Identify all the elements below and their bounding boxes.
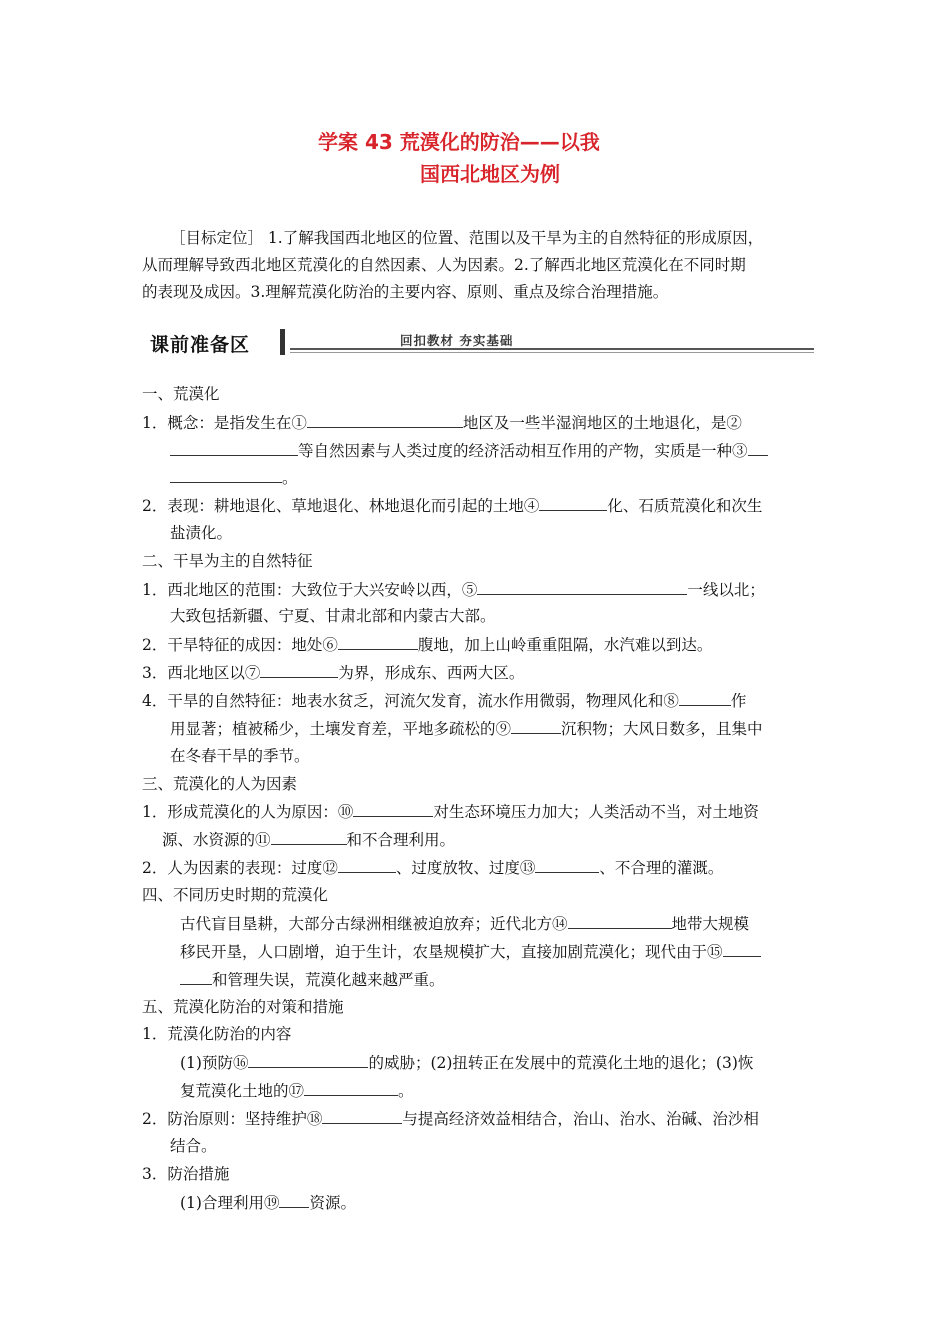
blank-18[interactable] [322, 1108, 402, 1124]
text-line: 等自然因素与人类过度的经济活动相互作用的产物，实质是一种③ [170, 440, 768, 461]
blank-16[interactable] [248, 1052, 368, 1068]
blank-3[interactable] [748, 440, 768, 456]
blank-1[interactable] [307, 412, 463, 428]
blank-7[interactable] [260, 662, 338, 678]
section-subtitle: 回扣教材 夯实基础 [400, 333, 514, 348]
section-rule-thin [290, 352, 814, 353]
blank-6[interactable] [338, 634, 418, 650]
text-line: 大致包括新疆、宁夏、甘肃北部和内蒙古大部。 [170, 607, 496, 625]
section-heading: 四、不同历史时期的荒漠化 [142, 886, 329, 904]
text-line: 3．防治措施 [142, 1165, 230, 1183]
section-header [142, 326, 814, 358]
text-line: 1．概念：是指发生在① 地区及一些半湿润地区的土地退化，是② [142, 414, 742, 432]
text-line: 2．干旱特征的成因：地处⑥ 腹地，加上山岭重重阻隔，水汽难以到达。 [142, 636, 713, 654]
text-line: 移民开垦，人口剧增，迫于生计，农垦规模扩大，直接加剧荒漠化；现代由于⑮ [180, 941, 761, 962]
text-line: (1)预防⑯ 的威胁；(2)扭转正在发展中的荒漠化土地的退化；(3)恢 [180, 1054, 754, 1072]
blank-17[interactable] [304, 1080, 398, 1096]
objective-line2: 从而理解导致西北地区荒漠化的自然因素、人为因素。2.了解西北地区荒漠化在不同时期 [142, 256, 746, 274]
text-line: 在冬春干旱的季节。 [170, 747, 310, 765]
text-line: 1．形成荒漠化的人为原因：⑩ 对生态环境压力加大；人类活动不当，对土地资 [142, 803, 759, 821]
text-line: 古代盲目垦耕，大部分古绿洲相继被迫放弃；近代北方⑭ 地带大规模 [180, 915, 750, 933]
section-divider [280, 329, 285, 355]
page-title-line2: 国西北地区为例 [420, 162, 560, 186]
text-line: 结合。 [170, 1137, 217, 1155]
blank-15[interactable] [723, 941, 761, 957]
section-heading: 五、荒漠化防治的对策和措施 [142, 998, 344, 1016]
text-line: 。 [170, 467, 298, 488]
objective-line3: 的表现及成因。3.理解荒漠化防治的主要内容、原则、重点及综合治理措施。 [142, 283, 669, 301]
text-line: 2．表现：耕地退化、草地退化、林地退化而引起的土地④ 化、石质荒漠化和次生 [142, 497, 763, 515]
text-line: 1．西北地区的范围：大致位于大兴安岭以西，⑤ 一线以北； [142, 581, 765, 599]
text-line: 源、水资源的⑪ 和不合理利用。 [162, 831, 456, 849]
blank-8[interactable] [679, 690, 731, 706]
blank-2[interactable] [170, 440, 298, 456]
blank-14[interactable] [568, 913, 672, 929]
text-line: 1．荒漠化防治的内容 [142, 1025, 292, 1043]
section-rule [290, 348, 814, 350]
objective-line1: ［目标定位］ 1.了解我国西北地区的位置、范围以及干旱为主的自然特征的形成原因， [170, 229, 764, 247]
text-line: (1)合理利用⑲ 资源。 [180, 1194, 356, 1212]
text-line: 2．防治原则：坚持维护⑱ 与提高经济效益相结合，治山、治水、治碱、治沙相 [142, 1110, 759, 1128]
section-label: 课前准备区 [150, 334, 251, 356]
page-title-line1: 学案 43 荒漠化的防治——以我 [318, 130, 600, 154]
section-heading: 一、荒漠化 [142, 385, 220, 403]
section-heading: 二、干旱为主的自然特征 [142, 552, 313, 570]
blank-4[interactable] [539, 495, 607, 511]
blank-5[interactable] [477, 579, 687, 595]
blank-9[interactable] [511, 718, 561, 734]
blank-3-cont[interactable] [170, 467, 282, 483]
blank-10[interactable] [353, 801, 433, 817]
blank-11[interactable] [271, 829, 347, 845]
blank-12[interactable] [338, 857, 396, 873]
text-line: 用显著；植被稀少，土壤发育差，平地多疏松的⑨ 沉积物；大风日数多，且集中 [170, 720, 763, 738]
text-line: 和管理失误，荒漠化越来越严重。 [180, 969, 445, 990]
blank-19[interactable] [279, 1192, 309, 1208]
text-line: 复荒漠化土地的⑰ 。 [180, 1082, 414, 1100]
text-line: 3．西北地区以⑦ 为界，形成东、西两大区。 [142, 664, 525, 682]
blank-15-cont[interactable] [180, 969, 212, 985]
text-line: 盐渍化。 [170, 524, 233, 542]
section-heading: 三、荒漠化的人为因素 [142, 775, 298, 793]
text-line: 2．人为因素的表现：过度⑫ 、过度放牧、过度⑬ 、不合理的灌溉。 [142, 859, 724, 877]
text-line: 4．干旱的自然特征：地表水贫乏，河流欠发育，流水作用微弱，物理风化和⑧ 作 [142, 692, 747, 710]
blank-13[interactable] [535, 857, 599, 873]
